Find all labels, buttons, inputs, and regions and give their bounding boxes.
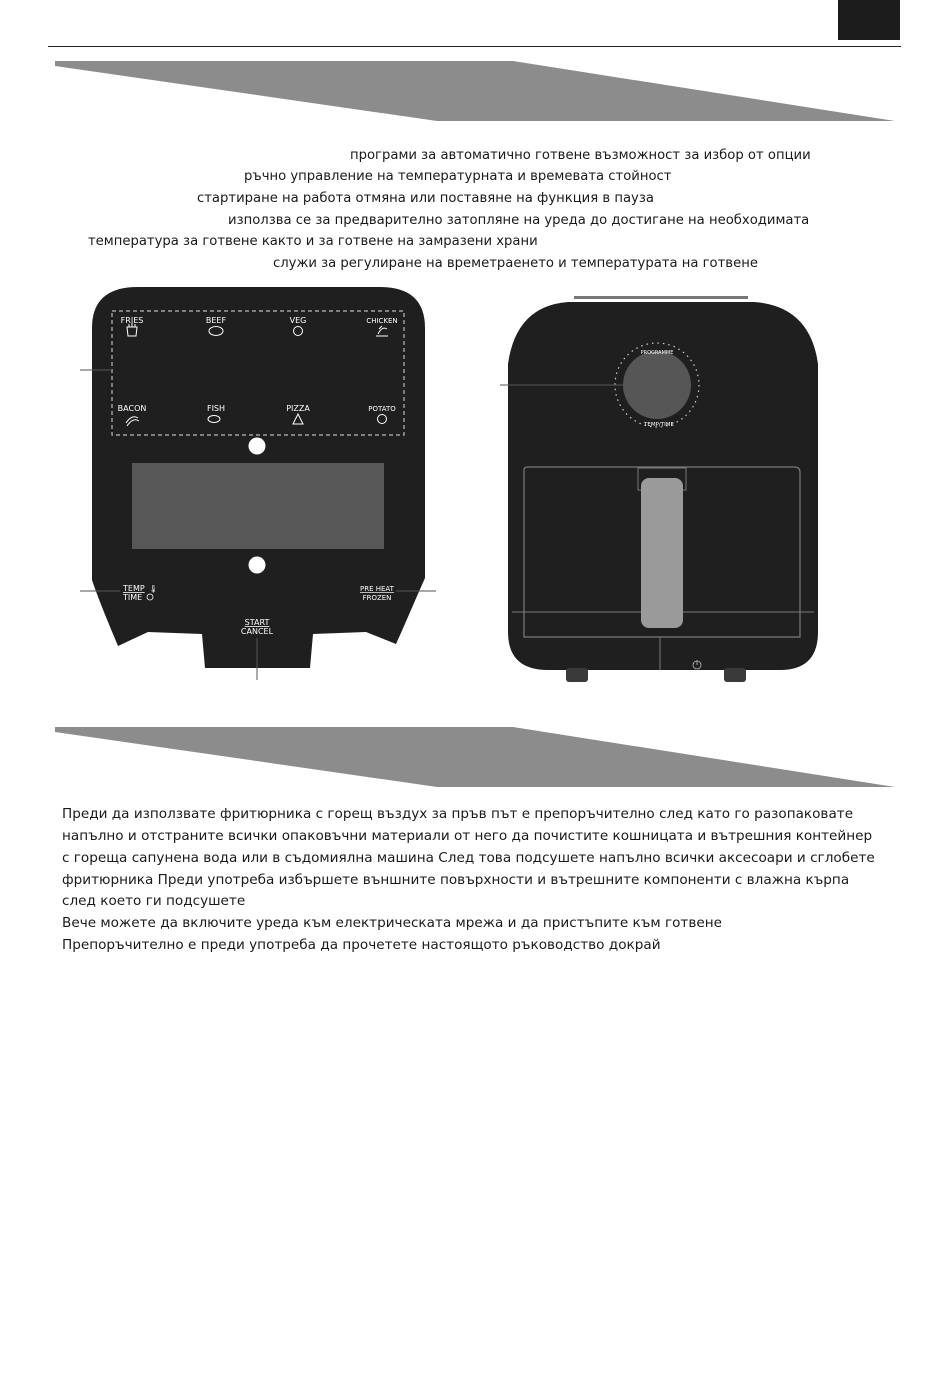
program-potato: POTATO [368,405,396,413]
program-fries: FRIES [120,316,144,325]
language-tab [838,0,900,40]
temp-button: TEMP [123,584,145,593]
control-dial [623,351,691,419]
drawer-handle [641,478,683,628]
time-button: TIME [123,593,143,602]
display-screen [132,463,384,549]
desc-line-programs: програми за автоматично готвене възможност за избор от опции [350,148,811,163]
indicator-dot-bottom [249,557,266,574]
start-button: START [244,618,270,627]
appliance-front-illustration [498,292,838,692]
desc-line-start-cancel: стартиране на работа отмяна или поставяне на функция в пауза [197,191,654,206]
dial-label-programme: PROGRAMME [640,350,674,356]
para-line-4: фритюрника Преди употреба избършете външните повърхности и вътрешните компоненти с влажна кърпа [62,872,850,888]
program-pizza: PIZZA [286,404,310,413]
desc-line-temp-time: ръчно управление на температурната и времевата стойност [244,169,672,184]
indicator-dot-top [249,438,266,455]
program-beef: BEEF [205,316,227,325]
section-banner-controls [55,61,895,121]
desc-line-preheat-cont: температура за готвене както и за готвене на замразени храни [88,234,538,249]
para-line-2: напълно и отстраните всички опаковъчни материали от него да почистите кошницата и вътрешния контейнер [62,828,873,844]
foot-left [566,668,588,682]
program-bacon: BACON [117,404,147,413]
para-line-5: след което ги подсушете [62,893,246,909]
para-line-6: Вече можете да включите уреда към електрическата мрежа и да пристъпите към готвене [62,915,722,931]
desc-line-dial: служи за регулиране на времетраенето и температурата на готвене [273,256,758,271]
header-rule [48,46,901,47]
control-panel-illustration [70,280,450,690]
program-chicken: CHICKEN [366,317,398,325]
section-banner-before-use [55,727,895,787]
program-veg: VEG [289,316,307,325]
para-line-7: Препоръчително е преди употреба да прочетете настоящото ръководство докрай [62,937,661,953]
thermometer-icon: 🌡 [149,585,158,593]
para-line-1: Преди да използвате фритюрника с горещ въздух за пръв път е препоръчително след като го разопаковате [62,806,854,822]
preheat-button: PRE HEAT [360,585,394,593]
frozen-button: FROZEN [362,594,392,602]
foot-right [724,668,746,682]
cancel-button: CANCEL [240,627,274,636]
para-line-3: с гореща сапунена вода или в съдомиялна машина След това подсушете напълно всички аксесоари и сглобете [62,850,875,866]
program-fish: FISH [206,404,226,413]
desc-line-preheat: използва се за предварително затопляне на уреда до достигане на необходимата [228,213,810,228]
dial-label-temp-time: TEMP/TIME [644,422,674,428]
